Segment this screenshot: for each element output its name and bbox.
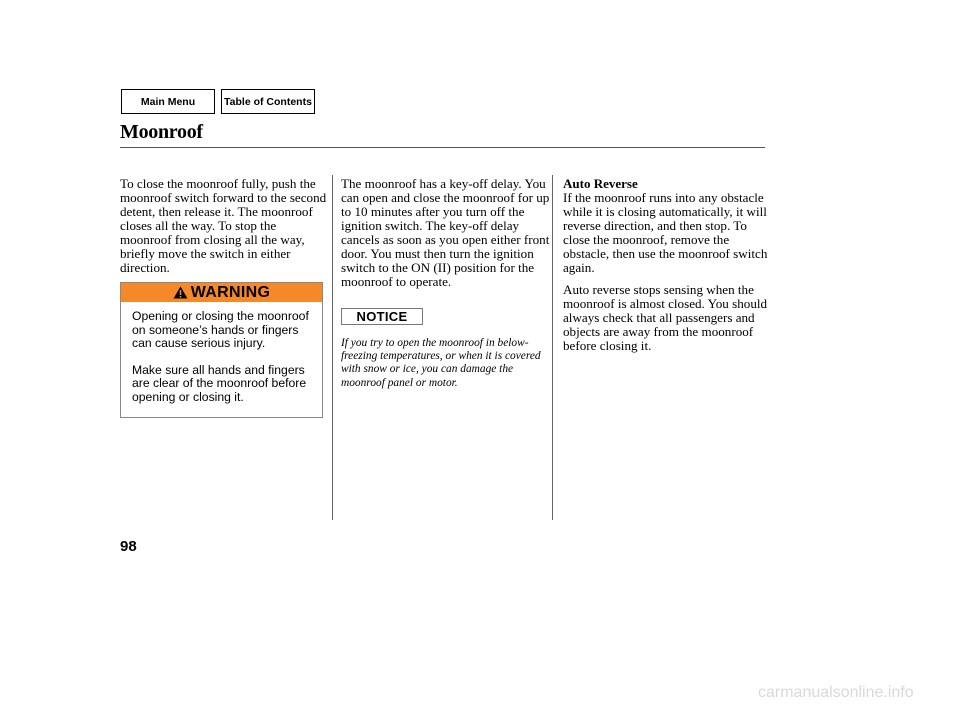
warning-text-1: Opening or closing the moonroof on someone’s hands or fingers can cause serious injury. (132, 309, 309, 350)
title-divider (120, 147, 765, 148)
watermark: carmanualsonline.info (758, 684, 914, 701)
key-off-delay-text: The moonroof has a key-off delay. You can open and close the moonroof for up to 10 minutes after you turn off the ignition switch. The key-off delay cancels as soon as you open either front door. You must then turn the ignition switch to the ON (II) position for the moonroof to operate. (341, 176, 550, 289)
warning-label: WARNING (190, 283, 271, 301)
warning-text-2: Make sure all hands and fingers are clear of the moonroof before opening or closing it. (132, 362, 307, 404)
table-of-contents-button[interactable]: Table of Contents (221, 89, 315, 114)
page-title: Moonroof (120, 121, 203, 143)
warning-box (120, 282, 323, 418)
auto-reverse-heading: Auto Reverse (563, 176, 638, 191)
notice-label: NOTICE (341, 308, 423, 325)
closing-instructions-text: To close the moonroof fully, push the moonroof switch forward to the second detent, then release it. The moonroof closes all the way. To stop the moonroof from closing all the way, briefly move the switch in either direction. (120, 176, 327, 275)
notice-text: If you try to open the moonroof in below-freezing temperatures, or when it is covered with snow or ice, you can damage the moonroof panel or motor. (341, 337, 541, 389)
warning-header (121, 283, 322, 302)
warning-triangle-icon (173, 286, 188, 299)
column-divider-1 (332, 175, 333, 520)
main-menu-button[interactable]: Main Menu (121, 89, 215, 114)
auto-reverse-text-2: Auto reverse stops sensing when the moonroof is almost closed. You should always check that all passengers and objects are away from the moonroof before closing it. (563, 282, 768, 353)
auto-reverse-text-1: If the moonroof runs into any obstacle while it is closing automatically, it will reverse direction, and then stop. To close the moonroof, remove the obstacle, then use the moonroof switch again. (563, 190, 768, 275)
page-number: 98 (120, 538, 137, 555)
